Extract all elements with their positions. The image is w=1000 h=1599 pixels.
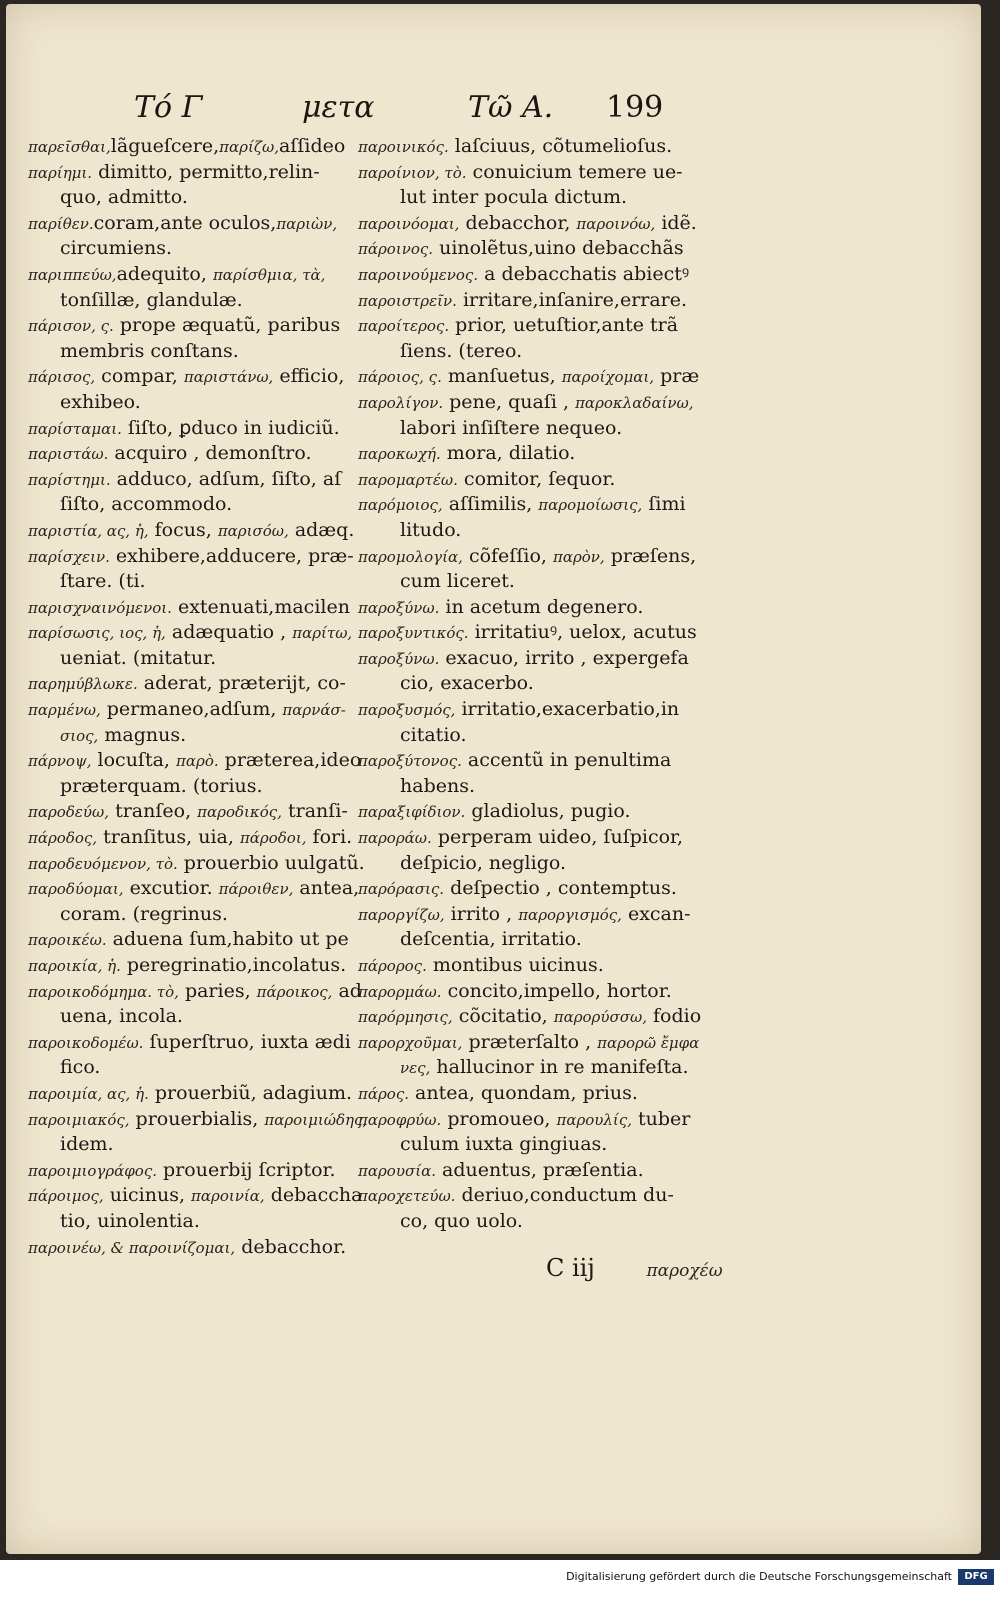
greek-headword: παρισχναινόμενοι. [28, 598, 172, 617]
signature-mark: C iij [546, 1254, 595, 1282]
latin-gloss: promoueo, [441, 1107, 557, 1130]
greek-headword: παροράω. [358, 829, 432, 848]
latin-gloss: aſſimilis, [442, 493, 539, 516]
dictionary-line [358, 1209, 718, 1235]
latin-gloss: adæq. [288, 518, 355, 541]
latin-gloss: tuber [631, 1107, 691, 1130]
latin-gloss: extenuati,macilen [171, 595, 350, 618]
greek-headword: παρουλίς, [556, 1110, 632, 1129]
greek-headword: παροργίζω, [358, 905, 445, 924]
latin-gloss: aſſideo [278, 135, 346, 157]
digitization-credit: Digitalisierung gefördert durch die Deutsche Forschungsgemeinschaft [566, 1570, 952, 1583]
greek-headword: παροικοδόμημα. τὸ, [28, 982, 179, 1001]
latin-gloss: prouerbio uulgatũ. [177, 851, 365, 874]
dictionary-line [28, 390, 368, 416]
dictionary-line [358, 825, 718, 851]
greek-headword: παρίσθμια, τὰ, [212, 265, 326, 284]
dictionary-line [28, 697, 368, 723]
latin-gloss: exhibere,adducere, præ- [109, 544, 354, 567]
latin-gloss: lãgueſcere, [110, 135, 220, 157]
latin-gloss: adduco, adſum, ſiſto, aſ [110, 467, 342, 490]
latin-gloss: prouerbialis, [129, 1107, 265, 1130]
greek-headword: παροχετεύω. [358, 1187, 456, 1206]
greek-headword: παροινία, [191, 1187, 265, 1206]
dictionary-line [28, 876, 368, 902]
latin-gloss: mora, dilatio. [440, 442, 576, 465]
latin-gloss: idẽ. [655, 211, 697, 234]
latin-gloss: manſuetus, [441, 365, 562, 388]
header-center: μετα [302, 90, 375, 125]
greek-headword: παροξυσμός, [358, 701, 456, 720]
latin-gloss: permaneo,adſum, [100, 698, 283, 721]
dictionary-line [28, 160, 368, 186]
page-number: 199 [606, 90, 664, 125]
dictionary-line [28, 518, 368, 544]
dictionary-line [358, 544, 718, 570]
latin-gloss: ad [332, 979, 362, 1002]
greek-headword: παρομοίωσις, [538, 496, 643, 515]
latin-gloss: labori inſiſtere nequeo. [400, 416, 623, 439]
dictionary-line [28, 1183, 368, 1209]
latin-gloss: aduena ſum,habito ut pe [106, 928, 349, 951]
latin-gloss: a debacchatis abiectꝰ [478, 262, 690, 285]
dictionary-line [28, 1107, 368, 1133]
latin-gloss: prior, uetuſtior,ante trã [449, 314, 679, 337]
latin-gloss: ſuperſtruo, iuxta ædi [143, 1030, 351, 1053]
latin-gloss: ſimi [642, 493, 686, 516]
latin-gloss: excan- [621, 902, 691, 925]
latin-gloss: pene, quaſi , [443, 390, 576, 413]
dictionary-line [28, 1055, 368, 1081]
dictionary-line [28, 646, 368, 672]
dictionary-line [358, 390, 718, 416]
dictionary-line [28, 1081, 368, 1107]
dictionary-line [358, 339, 718, 365]
dictionary-line [358, 1081, 718, 1107]
latin-gloss: exacuo, irrito , expergefa [439, 646, 689, 669]
dictionary-line [28, 185, 368, 211]
latin-gloss: uinolẽtus,uino debacchãs [433, 237, 684, 260]
greek-headword: παροιμία, ας, ἡ. [28, 1084, 149, 1103]
header-right: Τῶ Α. [468, 90, 554, 125]
latin-gloss: circumiens. [60, 237, 173, 260]
greek-headword: παρὸν, [552, 547, 605, 566]
signature-line [546, 1254, 723, 1282]
latin-gloss: deſpectio , contemptus. [444, 877, 677, 900]
greek-headword: παρμένω, [28, 701, 101, 720]
dictionary-line [358, 1132, 718, 1158]
greek-headword: πάρνοψ, [28, 752, 92, 771]
greek-headword: παρορχοῦμαι, [358, 1033, 463, 1052]
greek-headword: πάρισος, [28, 368, 96, 387]
latin-gloss: coram. (regrinus. [60, 902, 228, 925]
greek-headword: παριστάνω, [183, 368, 274, 387]
dictionary-line [358, 927, 718, 953]
dictionary-line [358, 620, 718, 646]
latin-gloss: fori. [306, 826, 353, 849]
latin-gloss: hallucinor in re manifeſta. [430, 1056, 689, 1079]
dictionary-line [28, 1004, 368, 1030]
latin-gloss: præ [654, 365, 700, 388]
greek-headword: πάροικος, [256, 982, 333, 1001]
dictionary-line [358, 646, 718, 672]
greek-headword: παρίημι. [28, 163, 93, 182]
dictionary-line [28, 441, 368, 467]
greek-headword: παροδεύω, [28, 803, 110, 822]
dictionary-line [28, 569, 368, 595]
dictionary-line [358, 185, 718, 211]
greek-headword: παρόρμησις, [358, 1008, 453, 1027]
dictionary-line [358, 262, 718, 288]
latin-gloss: compar, [95, 365, 184, 388]
greek-headword: παρισόω, [217, 521, 289, 540]
greek-headword: παροργισμός, [518, 905, 622, 924]
latin-gloss: cõcitatio, [452, 1005, 554, 1028]
greek-headword: παριππεύω, [28, 265, 117, 284]
greek-headword: πάροιθεν, [218, 880, 294, 899]
latin-gloss: prouerbij ſcriptor. [157, 1158, 336, 1181]
greek-headword: παροικία, ἡ. [28, 957, 121, 975]
dictionary-line [358, 671, 718, 697]
greek-headword: παραξιφίδιον. [358, 803, 466, 822]
greek-headword: πάροιος, ς. [358, 368, 442, 387]
latin-gloss: tonſillæ, glandulæ. [60, 288, 243, 311]
dictionary-line [28, 236, 368, 262]
latin-gloss: uena, incola. [60, 1005, 183, 1028]
greek-headword: παροκωχή. [358, 445, 441, 464]
greek-headword: παροδύομαι, [28, 880, 124, 899]
greek-headword: παροινούμενος. [358, 265, 479, 284]
latin-gloss: montibus uicinus. [426, 954, 604, 976]
dictionary-line [358, 364, 718, 390]
latin-gloss: adæquatio , [165, 621, 293, 644]
dfg-logo: DFG [958, 1569, 994, 1585]
dictionary-line [358, 595, 718, 621]
latin-gloss: præterquam. (torius. [60, 774, 263, 797]
greek-headword: παρημύβλωκε. [28, 675, 138, 694]
dictionary-line [28, 927, 368, 953]
left-column [28, 134, 368, 1260]
greek-headword: παροίνιον, τὸ. [358, 163, 467, 182]
greek-headword: πάροινος. [358, 240, 434, 259]
dictionary-line [358, 876, 718, 902]
latin-gloss: præterea,ideo [218, 749, 362, 772]
latin-gloss: tranſeo, [109, 800, 198, 823]
dictionary-line [28, 774, 368, 800]
dictionary-line [358, 1030, 718, 1056]
greek-headword: παρίσταμαι. [28, 419, 122, 438]
greek-headword: παρίστημι. [28, 470, 111, 489]
greek-headword: παροδευόμενον, τὸ. [28, 854, 178, 873]
greek-headword: παρόμοιος, [358, 496, 443, 515]
latin-gloss: uicinus, [103, 1184, 192, 1207]
dictionary-line [358, 1107, 718, 1133]
dictionary-line [28, 825, 368, 851]
dictionary-line [28, 953, 368, 979]
greek-headword: παροκλαδαίνω, [575, 393, 694, 412]
dictionary-line [358, 697, 718, 723]
greek-headword: παροινόομαι, [358, 214, 460, 233]
dictionary-line [358, 1183, 718, 1209]
greek-headword: παροικοδομέω. [28, 1033, 144, 1052]
header-left: Τό Γ [134, 90, 203, 125]
dictionary-line [28, 313, 368, 339]
greek-headword: παρεῖσθαι, [28, 138, 111, 156]
greek-headword: σιος, [60, 726, 99, 745]
dictionary-line [28, 544, 368, 570]
dictionary-line [28, 134, 368, 160]
greek-headword: παροφρύω. [358, 1110, 442, 1129]
latin-gloss: coram,ante oculos, [93, 211, 277, 234]
greek-headword: παρορῶ ἔμφα [597, 1033, 700, 1052]
dictionary-line [358, 211, 718, 237]
latin-gloss: aderat, præterijt, co- [137, 672, 346, 695]
greek-headword: παροινέω, & παροινίζομαι, [28, 1238, 236, 1257]
latin-gloss: dimitto, permitto,relin- [92, 160, 320, 183]
greek-headword: πάροιμος, [28, 1187, 104, 1206]
dictionary-line [28, 1030, 368, 1056]
latin-gloss: deſpicio, negligo. [400, 851, 567, 874]
latin-gloss: ſtare. (ti. [60, 570, 146, 593]
greek-headword: παριστία, ας, ἡ, [28, 521, 149, 540]
dictionary-line [358, 492, 718, 518]
dictionary-line [28, 799, 368, 825]
greek-headword: πάροδοι, [239, 829, 307, 848]
greek-headword: πάρορος. [358, 957, 427, 975]
latin-gloss: cõfeſſio, [462, 544, 553, 567]
greek-headword: παροινικός. [358, 138, 449, 156]
dictionary-line [358, 416, 718, 442]
latin-gloss: paries, [178, 979, 257, 1002]
greek-headword: παρομαρτέω. [358, 470, 458, 489]
dictionary-line [358, 441, 718, 467]
latin-gloss: perperam uideo, ſuſpicor, [431, 826, 684, 849]
greek-headword: παριστάω. [28, 445, 109, 464]
catchword: παροχέω [646, 1261, 723, 1281]
latin-gloss: habens. [400, 774, 475, 797]
latin-gloss: adequito, [116, 262, 213, 285]
greek-headword: παρορύσσω, [553, 1008, 647, 1027]
latin-gloss: quo, admitto. [60, 186, 188, 209]
dictionary-line [28, 1132, 368, 1158]
dictionary-line [358, 160, 718, 186]
dictionary-line [28, 262, 368, 288]
latin-gloss: ſiens. (tereo. [400, 339, 523, 362]
dictionary-line [28, 851, 368, 877]
latin-gloss: irrito , [444, 902, 519, 925]
latin-gloss: aduentus, præſentia. [435, 1158, 644, 1181]
dictionary-line [358, 1004, 718, 1030]
greek-headword: παρολίγον. [358, 393, 444, 412]
dictionary-line [28, 492, 368, 518]
latin-gloss: debaccha [264, 1184, 363, 1207]
dictionary-line [358, 774, 718, 800]
greek-headword: παροξύτονος. [358, 752, 462, 771]
latin-gloss: conuicium temere ue- [466, 160, 683, 183]
greek-headword: παροίχομαι, [561, 368, 655, 387]
running-header [6, 90, 981, 130]
greek-headword: πάρος. [358, 1084, 410, 1103]
latin-gloss: tranſi- [281, 800, 348, 823]
dictionary-line [358, 467, 718, 493]
latin-gloss: deriuo,conductum du- [455, 1184, 674, 1207]
greek-headword: παρουσία. [358, 1161, 436, 1180]
greek-headword: παρίτω, [292, 624, 353, 643]
latin-gloss: exhibeo. [60, 390, 141, 413]
latin-gloss: magnus. [98, 723, 187, 746]
latin-gloss: citatio. [400, 723, 467, 746]
dictionary-line [358, 1055, 718, 1081]
dictionary-line [28, 288, 368, 314]
greek-headword: παροιστρεῖν. [358, 291, 457, 310]
greek-headword: παριὼν, [276, 214, 338, 233]
dictionary-line [358, 288, 718, 314]
latin-gloss: fico. [60, 1056, 101, 1079]
dictionary-line [358, 518, 718, 544]
dictionary-line [358, 851, 718, 877]
greek-headword: παρὸ. [176, 752, 219, 771]
greek-headword: παρίσωσις, ιος, ἡ, [28, 624, 166, 643]
latin-gloss: deſcentia, irritatio. [400, 928, 582, 951]
latin-gloss: idem. [60, 1133, 114, 1156]
dictionary-line [358, 236, 718, 262]
latin-gloss: culum iuxta gingiuas. [400, 1133, 608, 1156]
latin-gloss: peregrinatio,incolatus. [120, 954, 347, 976]
dictionary-line [28, 467, 368, 493]
dictionary-line [358, 748, 718, 774]
latin-gloss: præterſalto , [462, 1030, 598, 1053]
dictionary-line [28, 1235, 368, 1261]
dictionary-line [28, 1209, 368, 1235]
book-page [6, 4, 981, 1554]
dictionary-line [358, 953, 718, 979]
latin-gloss: cio, exacerbo. [400, 672, 534, 695]
greek-headword: παροινόω, [576, 214, 656, 233]
dictionary-line [28, 748, 368, 774]
latin-gloss: locuſta, [91, 749, 177, 772]
latin-gloss: gladiolus, pugio. [465, 800, 631, 823]
latin-gloss: lut inter pocula dictum. [400, 186, 628, 209]
latin-gloss: tio, uinolentia. [60, 1209, 200, 1232]
latin-gloss: comitor, ſequor. [457, 467, 616, 490]
latin-gloss: concito,impello, hortor. [441, 979, 672, 1002]
dictionary-line [28, 364, 368, 390]
greek-headword: παρομολογία, [358, 547, 463, 566]
greek-headword: παροίτερος. [358, 317, 450, 336]
latin-gloss: focus, [148, 518, 218, 541]
greek-headword: παροιμιακός, [28, 1110, 130, 1129]
latin-gloss: ueniat. (mitatur. [60, 646, 217, 669]
latin-gloss: antea, quondam, prius. [409, 1081, 638, 1104]
greek-headword: παροξύνω. [358, 598, 440, 617]
latin-gloss: prouerbiũ, adagium. [148, 1081, 353, 1104]
latin-gloss: antea, [293, 877, 360, 900]
latin-gloss: irritare,inſanire,errare. [456, 288, 688, 311]
greek-headword: παροδικός, [197, 803, 282, 822]
dictionary-line [28, 339, 368, 365]
dictionary-line [28, 723, 368, 749]
greek-headword: παρίζω, [219, 138, 279, 156]
greek-headword: πάρισον, ς. [28, 317, 114, 336]
dictionary-line [358, 134, 718, 160]
dictionary-line [358, 902, 718, 928]
dictionary-line [358, 979, 718, 1005]
latin-gloss: irritatio,exacerbatio,in [455, 698, 680, 721]
greek-headword: παροιμιώδης, [264, 1110, 368, 1129]
dictionary-line [358, 569, 718, 595]
dictionary-line [28, 671, 368, 697]
dictionary-line [28, 979, 368, 1005]
dictionary-line [358, 723, 718, 749]
latin-gloss: litudo. [400, 518, 462, 541]
greek-headword: νες, [400, 1059, 431, 1078]
greek-headword: παρορμάω. [358, 982, 442, 1001]
dictionary-line [358, 1158, 718, 1184]
latin-gloss: prope æquatũ, paribus [113, 314, 341, 337]
latin-gloss: membris conſtans. [60, 339, 239, 362]
greek-headword: παροιμιογράφος. [28, 1161, 157, 1180]
dictionary-line [28, 595, 368, 621]
right-column [358, 134, 718, 1235]
dictionary-line [358, 799, 718, 825]
latin-gloss: laſciuus, cõtumelioſus. [448, 135, 673, 157]
dictionary-line [28, 211, 368, 237]
greek-headword: παρόρασις. [358, 880, 445, 899]
greek-headword: παρνάσ- [282, 701, 346, 720]
greek-headword: παροξυντικός. [358, 624, 469, 643]
latin-gloss: efficio, [273, 365, 345, 388]
latin-gloss: debacchor, [459, 211, 577, 234]
latin-gloss: ſiſto, accommodo. [60, 493, 233, 516]
dictionary-line [28, 902, 368, 928]
greek-headword: παροξύνω. [358, 649, 440, 668]
dictionary-line [28, 1158, 368, 1184]
greek-headword: παρίσχειν. [28, 547, 110, 566]
greek-headword: πάροδος, [28, 829, 98, 848]
latin-gloss: ſiſto, ꝑduco in iudiciũ. [121, 416, 340, 439]
latin-gloss: fodio [646, 1005, 702, 1028]
greek-headword: παροικέω. [28, 931, 107, 950]
latin-gloss: acquiro , demonſtro. [108, 442, 312, 465]
latin-gloss: accentũ in penultima [461, 749, 672, 772]
latin-gloss: irritatiuꝰ, uelox, acutus [468, 621, 697, 644]
latin-gloss: excutior. [123, 877, 219, 900]
latin-gloss: præſens, [604, 544, 697, 567]
latin-gloss: co, quo uolo. [400, 1209, 523, 1232]
dictionary-line [28, 620, 368, 646]
greek-headword: παρίθεν. [28, 214, 94, 233]
dictionary-line [28, 416, 368, 442]
latin-gloss: cum liceret. [400, 570, 515, 593]
latin-gloss: tranſitus, uia, [97, 826, 240, 849]
latin-gloss: debacchor. [235, 1235, 347, 1258]
dictionary-line [358, 313, 718, 339]
latin-gloss: in acetum degenero. [439, 595, 644, 618]
